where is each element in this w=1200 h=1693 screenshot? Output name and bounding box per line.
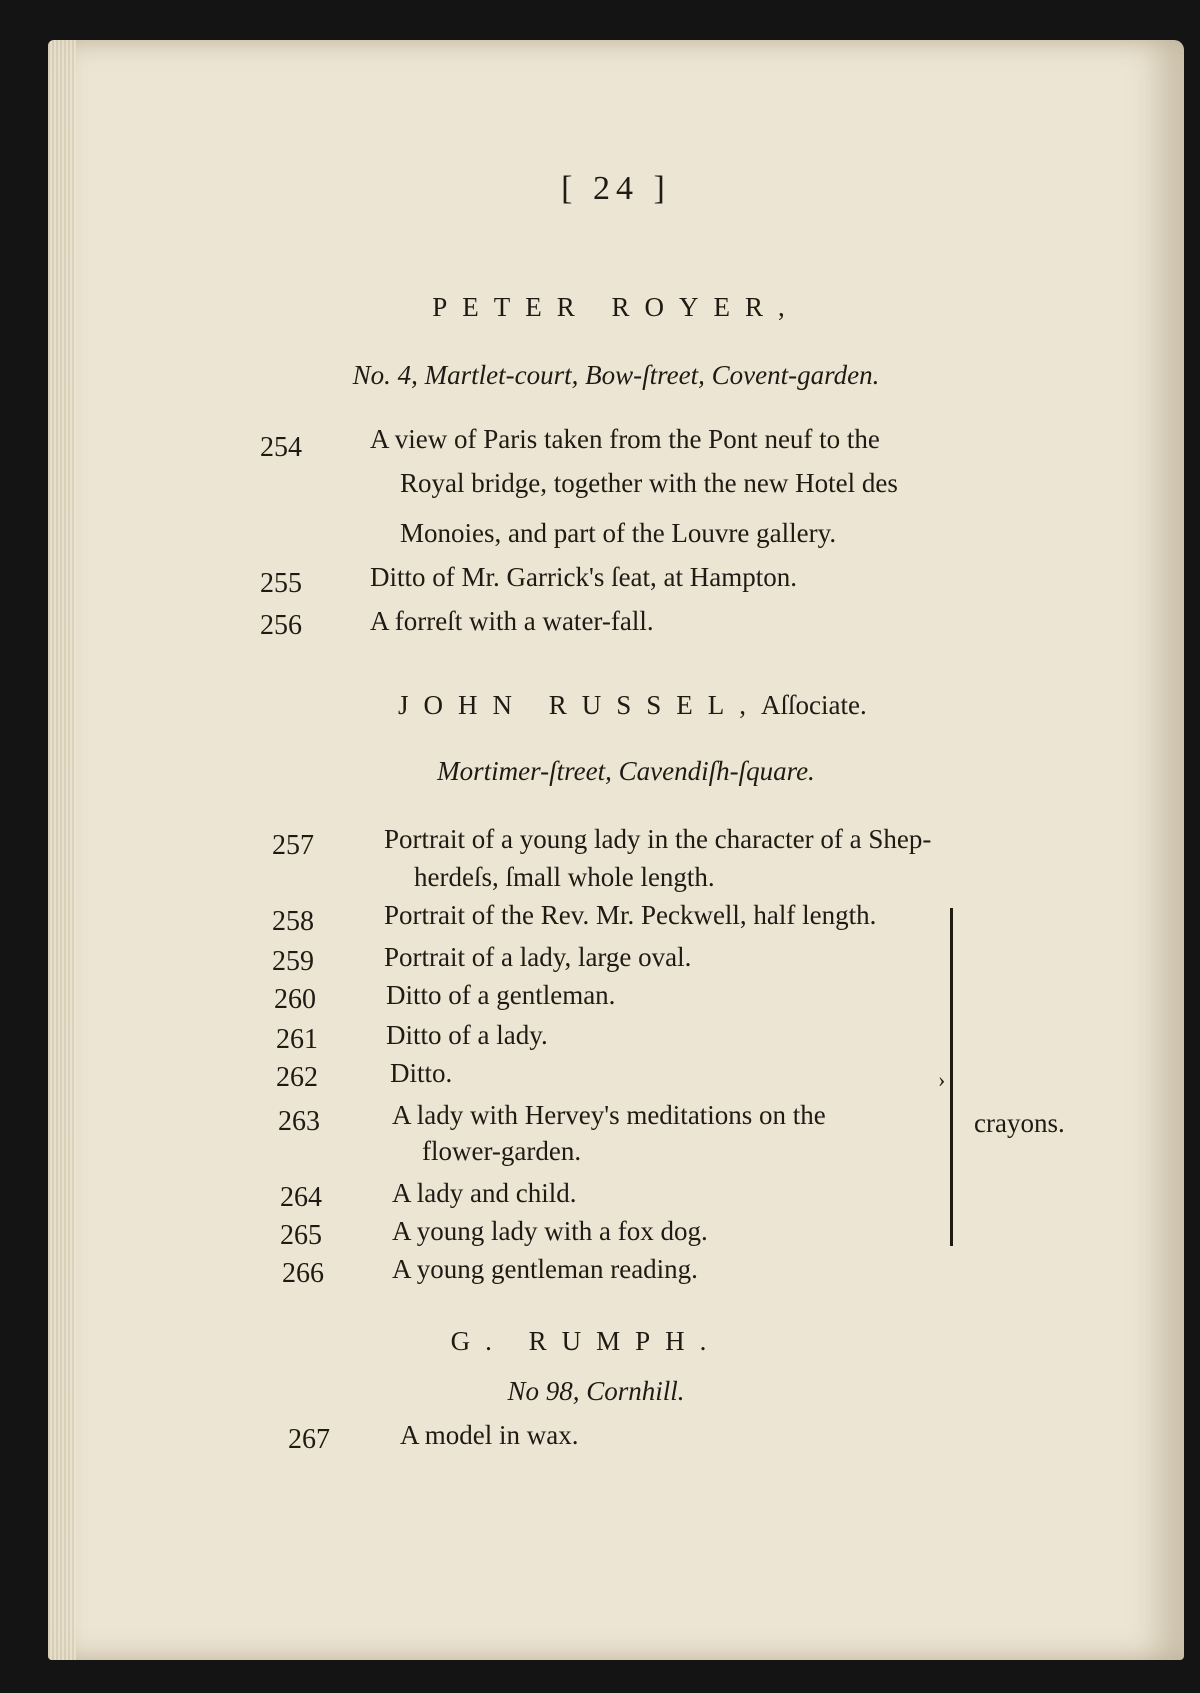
page-gutter-edge xyxy=(48,40,76,1660)
entry-title-line: A lady and child. xyxy=(392,1178,577,1208)
entry-number: 266 xyxy=(282,1258,324,1289)
entry-title-line: A view of Paris taken from the Pont neuf to the xyxy=(370,424,880,454)
artist-heading-russel-wrap xyxy=(398,690,867,721)
entry-number: 267 xyxy=(288,1424,330,1455)
entry-number: 261 xyxy=(276,1024,318,1055)
entry-number: 254 xyxy=(260,432,302,463)
entry-number: 257 xyxy=(272,830,314,861)
artist-address-rumph: No 98, Cornhill. xyxy=(507,1376,685,1406)
entry-number: 260 xyxy=(274,984,316,1015)
artist-heading-rumph: G. RUMPH. xyxy=(450,1326,722,1356)
entry-number: 263 xyxy=(278,1106,320,1137)
artist-heading-russel: JOHN RUSSEL, xyxy=(398,690,762,720)
artist-address-russel: Mortimer-ſtreet, Cavendiſh-ſquare. xyxy=(437,756,815,786)
entry-number: 259 xyxy=(272,946,314,977)
entry-number: 262 xyxy=(276,1062,318,1093)
entry-title-line: Ditto. xyxy=(390,1058,453,1088)
entry-title-line: Portrait of the Rev. Mr. Peckwell, half length. xyxy=(384,900,877,930)
entry-title-line: flower-garden. xyxy=(422,1136,582,1166)
artist-address-royer: No. 4, Martlet-court, Bow-ſtreet, Covent-garden. xyxy=(352,360,880,390)
entry-title-line: Ditto of Mr. Garrick's ſeat, at Hampton. xyxy=(370,562,798,592)
brace-point: › xyxy=(938,1067,946,1092)
entry-number: 264 xyxy=(280,1182,322,1213)
artist-role: Aſſociate. xyxy=(761,690,867,720)
entry-title-line: Ditto of a lady. xyxy=(386,1020,548,1050)
entry-title-line: Portrait of a young lady in the character of a Shep- xyxy=(384,824,932,854)
entry-number: 256 xyxy=(260,610,302,641)
entry-title-line: Ditto of a gentleman. xyxy=(386,980,616,1010)
entry-title-line: A young lady with a fox dog. xyxy=(392,1216,708,1246)
entry-title-line: Royal bridge, together with the new Hotel des xyxy=(400,468,898,498)
entry-number: 255 xyxy=(260,568,302,599)
entry-title-line: A model in wax. xyxy=(400,1420,579,1450)
page-folio: [ 24 ] xyxy=(561,170,671,207)
entry-title-line: A forreſt with a water-fall. xyxy=(370,606,654,636)
entry-number: 258 xyxy=(272,906,314,937)
entry-title-line: Portrait of a lady, large oval. xyxy=(384,942,692,972)
entry-title-line: A lady with Hervey's meditations on the xyxy=(392,1100,826,1130)
book-page xyxy=(48,40,1184,1660)
entry-title-line: Monoies, and part of the Louvre gallery. xyxy=(400,518,837,548)
entry-title-line: A young gentleman reading. xyxy=(392,1254,698,1284)
entry-title-line: herdeſs, ſmall whole length. xyxy=(414,862,715,892)
entry-number: 265 xyxy=(280,1220,322,1251)
bracket-label-crayons: crayons. xyxy=(974,1108,1065,1138)
artist-heading-royer: PETER ROYER, xyxy=(432,292,800,322)
